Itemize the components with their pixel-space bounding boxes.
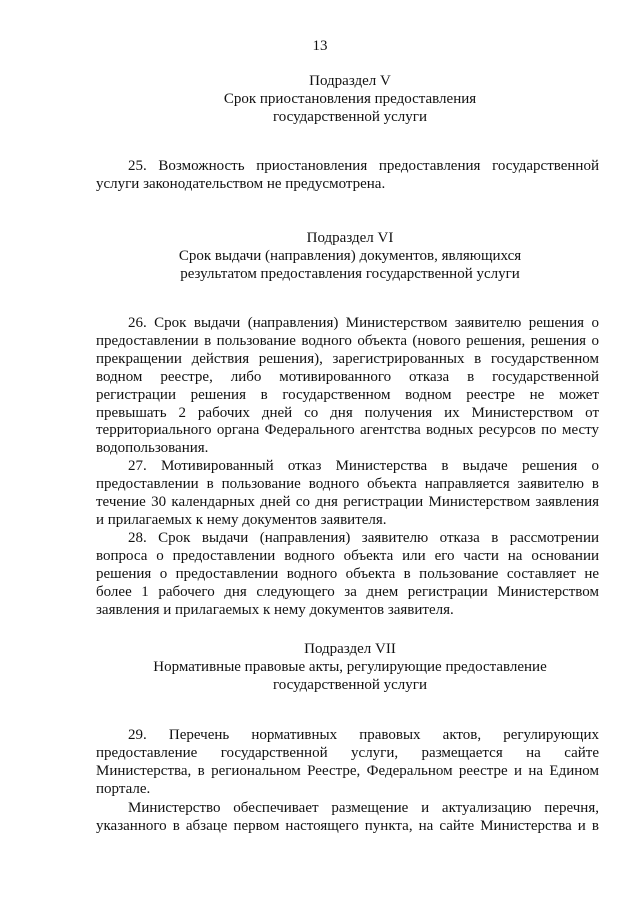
paragraph-27-line: 27. Мотивированный отказ Министерства в выдаче решения о (128, 458, 599, 474)
subsection-v-subtitle-line1: Срок приостановления предоставления (223, 91, 477, 107)
paragraph-26-line: 26. Срок выдачи (направления) Министерством заявителю решения о (128, 315, 599, 331)
paragraph-28-line: решения о предоставлении водного объекта в пользование составляет не (96, 565, 599, 582)
paragraph-29-line: Министерства, в региональном Реестре, Федеральном реестре и на Едином (96, 762, 599, 779)
paragraph-26 (96, 315, 599, 458)
paragraph-29-line: предоставление государственной услуги, размещается на сайте (96, 744, 599, 761)
paragraph-25-line: 25. Возможность приостановления предоставления государственной (128, 158, 599, 174)
page-number: 13 (312, 38, 328, 54)
subsection-vi-heading (60, 229, 640, 283)
subsection-v-subtitle-line2: государственной услуги (273, 109, 427, 125)
subsection-vi-subtitle-line2: результатом предоставления государственной услуги (180, 266, 520, 282)
paragraph-28-line: более 1 рабочего дня следующего за днем регистрации Министерством (96, 583, 599, 600)
paragraph-28-line: вопроса о предоставлении водного объекта или его части на основании (96, 547, 599, 564)
paragraph-26-line: прекращении действия решения), зарегистрированных в государственном (96, 350, 599, 367)
subsection-vii-subtitle-line2: государственной услуги (273, 677, 427, 693)
paragraph-25 (96, 158, 599, 194)
paragraph-27-line: и прилагаемых к нему документов заявителя. (96, 511, 387, 528)
subsection-vii-heading (60, 640, 640, 694)
subsection-vii-title: Подраздел VII (304, 641, 396, 657)
paragraph-26-line: водном реестре, либо мотивированного отказа в государственной (96, 368, 599, 385)
subsection-v-title: Подраздел V (309, 73, 391, 89)
subsection-vi-subtitle-line1: Срок выдачи (направления) документов, являющихся (178, 248, 522, 264)
paragraph-25-line: услуги законодательством не предусмотрена. (96, 175, 386, 192)
paragraph-29-continuation-line: Министерство обеспечивает размещение и актуализацию перечня, (128, 800, 599, 816)
paragraph-28-line: заявления и прилагаемых к нему документов заявителя. (96, 601, 454, 618)
paragraph-29-continuation-line: указанного в абзаце первом настоящего пункта, на сайте Министерства и в (96, 817, 599, 834)
paragraph-28 (96, 530, 599, 620)
paragraph-27-line: течение 30 календарных дней со дня регистрации Министерством заявления (96, 493, 599, 510)
paragraph-27 (96, 458, 599, 530)
subsection-vi-title: Подраздел VI (306, 230, 394, 246)
paragraph-28-line: 28. Срок выдачи (направления) заявителю отказа в рассмотрении (128, 530, 599, 546)
paragraph-26-line: территориального органа Федерального агентства водных ресурсов по месту (96, 422, 599, 439)
paragraph-27-line: предоставлении в пользование водного объекта направляется заявителю в (96, 475, 599, 492)
paragraph-29-line: 29. Перечень нормативных правовых актов, регулирующих (128, 727, 599, 743)
subsection-v-heading (60, 72, 640, 126)
paragraph-26-line: превышать 2 рабочих дней со дня получения их Министерством от (96, 404, 599, 421)
paragraph-29 (96, 727, 599, 799)
paragraph-26-line: регистрации решения в государственном водном реестре не может (96, 386, 599, 403)
subsection-vii-subtitle-line1: Нормативные правовые акты, регулирующие предоставление (153, 659, 547, 675)
paragraph-26-line: предоставлении в пользование водного объекта (нового решения, решения о (96, 332, 599, 349)
paragraph-26-line: водопользования. (96, 440, 209, 457)
paragraph-29-line: портале. (96, 780, 151, 797)
paragraph-29-continuation (96, 800, 599, 836)
